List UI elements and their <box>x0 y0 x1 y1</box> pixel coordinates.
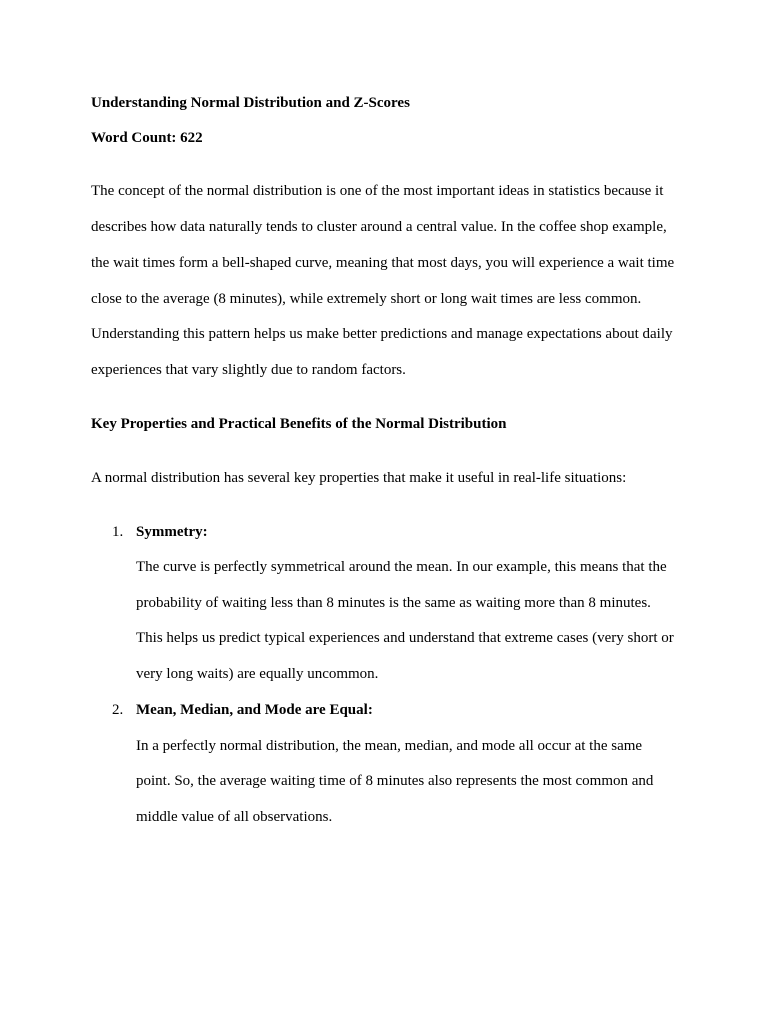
intro-line: the wait times form a bell-shaped curve, meaning that most days, you will experience a wait time <box>91 255 675 271</box>
list-item-line: In a perfectly normal distribution, the mean, median, and mode all occur at the same <box>136 738 643 754</box>
list-number: 2. <box>112 702 124 718</box>
intro-line: Understanding this pattern helps us make better predictions and manage expectations about daily <box>91 326 673 342</box>
list-item-line: very long waits) are equally uncommon. <box>136 666 379 682</box>
list-item-line: The curve is perfectly symmetrical around the mean. In our example, this means that the <box>136 559 667 575</box>
intro-line: experiences that vary slightly due to random factors. <box>91 362 406 378</box>
document-title: Understanding Normal Distribution and Z-Scores <box>91 95 410 111</box>
section-intro: A normal distribution has several key properties that make it useful in real-life situations: <box>91 470 627 486</box>
intro-line: The concept of the normal distribution is one of the most important ideas in statistics because it <box>91 183 664 199</box>
list-number: 1. <box>112 524 124 540</box>
list-item-heading: Symmetry: <box>136 524 208 540</box>
intro-line: describes how data naturally tends to cluster around a central value. In the coffee shop example, <box>91 219 667 235</box>
section-heading: Key Properties and Practical Benefits of the Normal Distribution <box>91 416 507 432</box>
list-item-line: This helps us predict typical experiences and understand that extreme cases (very short or <box>136 630 674 646</box>
list-item-heading: Mean, Median, and Mode are Equal: <box>136 702 373 718</box>
list-item-line: probability of waiting less than 8 minutes is the same as waiting more than 8 minutes. <box>136 595 651 611</box>
word-count: Word Count: 622 <box>91 130 203 146</box>
list-item-line: point. So, the average waiting time of 8 minutes also represents the most common and <box>136 773 654 789</box>
intro-line: close to the average (8 minutes), while extremely short or long wait times are less common. <box>91 291 642 307</box>
list-item-line: middle value of all observations. <box>136 809 333 825</box>
